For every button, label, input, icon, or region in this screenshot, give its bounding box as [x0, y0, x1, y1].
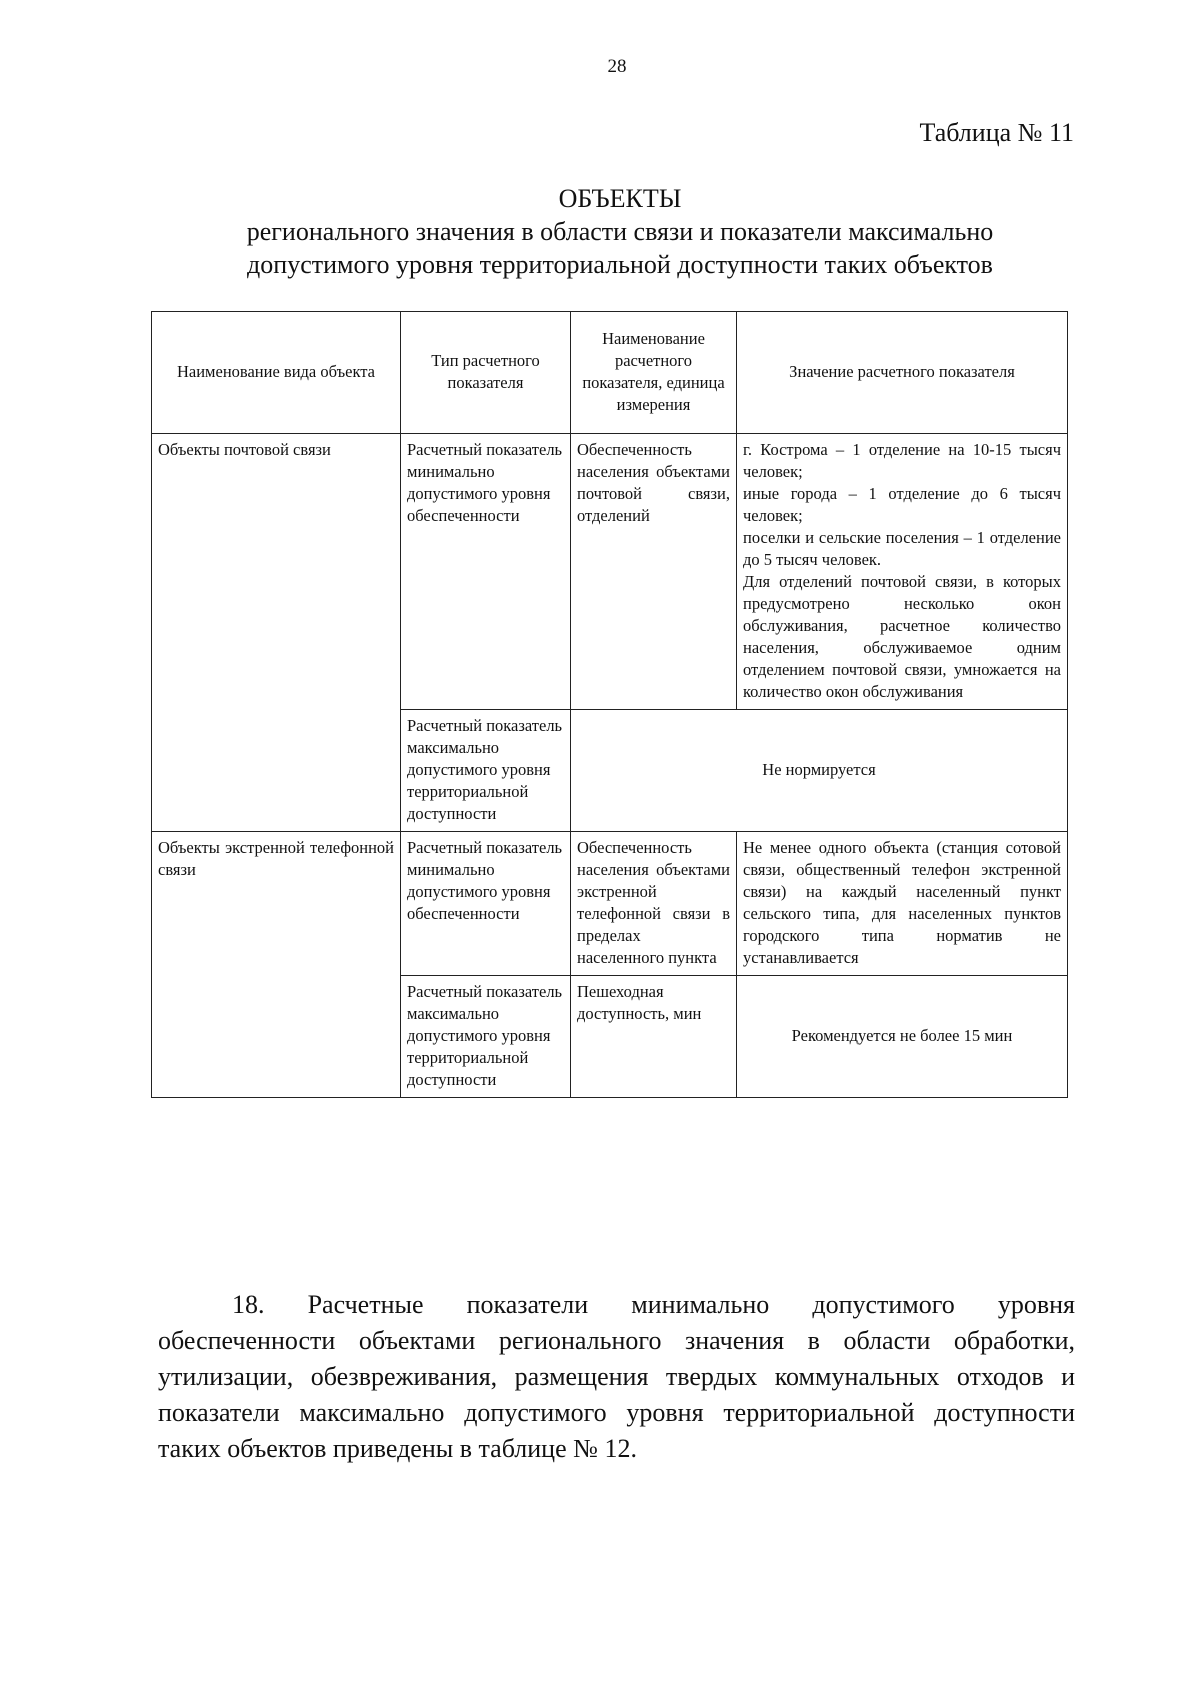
table-header-row: [152, 312, 1068, 434]
header-indicator-type: Тип расчетного показателя: [401, 312, 571, 434]
title-line-1: ОБЪЕКТЫ: [558, 184, 682, 213]
value-line: поселки и сельские поселения – 1 отделение до 5 тысяч человек.: [743, 528, 1061, 569]
indicator-value: [737, 434, 1068, 710]
indicator-type: Расчетный показатель максимально допустимого уровня территориальной доступности: [401, 976, 571, 1098]
indicator-value: Рекомендуется не более 15 мин: [737, 976, 1068, 1098]
indicator-name: Пешеходная доступность, мин: [571, 976, 737, 1098]
value-line: г. Кострома – 1 отделение на 10-15 тысяч человек;: [743, 440, 1061, 481]
value-line: Для отделений почтовой связи, в которых предусмотрено несколько окон обслуживания, расчетное количество населения, обслуживаемое одним отделением почтовой связи, умножается на количество окон обслуживания: [743, 572, 1061, 701]
indicator-name: Обеспеченность населения объектами экстренной телефонной связи в пределах населенного пункта: [571, 832, 737, 976]
value-line: иные города – 1 отделение до 6 тысяч человек;: [743, 484, 1061, 525]
header-object-name: Наименование вида объекта: [152, 312, 401, 434]
table-row: [152, 832, 1068, 976]
object-emergency-phone: Объекты экстренной телефонной связи: [152, 832, 401, 1098]
indicator-type: Расчетный показатель минимально допустимого уровня обеспеченности: [401, 434, 571, 710]
page-number: 28: [607, 56, 627, 77]
header-indicator-name: Наименование расчетного показателя, единица измерения: [571, 312, 737, 434]
indicators-table: [151, 311, 1068, 1098]
table-label: Таблица № 11: [919, 118, 1074, 147]
object-postal: Объекты почтовой связи: [152, 434, 401, 832]
table-title: [150, 182, 1090, 281]
indicator-type: Расчетный показатель минимально допустимого уровня обеспеченности: [401, 832, 571, 976]
indicator-name: Обеспеченность населения объектами почтовой связи, отделений: [571, 434, 737, 710]
body-paragraph: 18. Расчетные показатели минимально допустимого уровня обеспеченности объектами регионального значения в области обработки, утилизации, обезвреживания, размещения твердых коммунальных отходов и показатели максимально допустимого уровня территориальной доступности таких объектов приведены в таблице № 12.: [158, 1290, 1075, 1463]
indicator-type: Расчетный показатель максимально допустимого уровня территориальной доступности: [401, 710, 571, 832]
indicator-value: Не менее одного объекта (станция сотовой связи, общественный телефон экстренной связи) на каждый населенный пункт сельского типа, для населенных пунктов городского типа норматив не устанавливается: [737, 832, 1068, 976]
indicator-value-merged: Не нормируется: [571, 710, 1068, 832]
title-line-2: регионального значения в области связи и показатели максимально: [246, 217, 994, 246]
title-line-3: допустимого уровня территориальной доступности таких объектов: [247, 250, 993, 279]
table-row: [152, 434, 1068, 710]
header-indicator-value: Значение расчетного показателя: [737, 312, 1068, 434]
